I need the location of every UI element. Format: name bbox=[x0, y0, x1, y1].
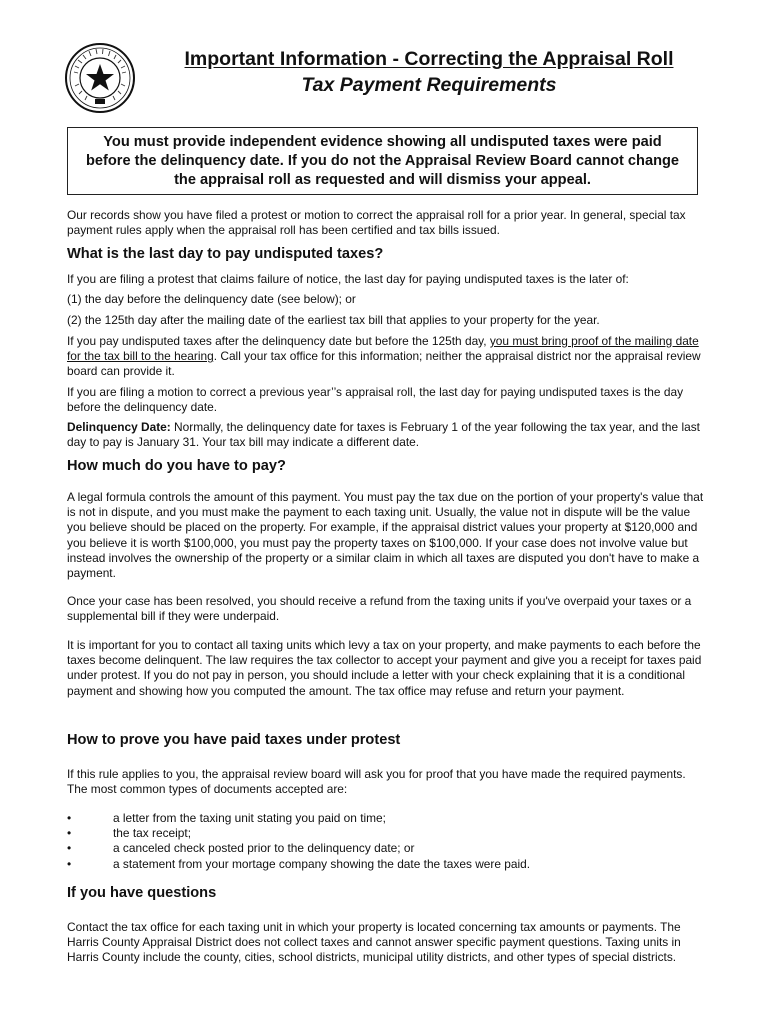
paragraph: Once your case has been resolved, you should receive a refund from the taxing units if you've overpaid your taxes or a supplemental bill if they were underpaid. bbox=[67, 594, 692, 624]
underlined-text: you must bring proof of the mailing date for the tax bill to the hearing bbox=[67, 334, 699, 364]
paragraph: It is important for you to contact all taxing units which levy a tax on your property, and make payments to each before the taxes become delinquent. The law requires the tax collector to accept your payment and give you a receipt for taxes paid under protest. If you do not pay in person, you should include a letter with your check explaining that it is a conditional payment and showing how you computed the amount. The tax office may refuse and return your payment. bbox=[67, 638, 702, 698]
bullet-icon: • bbox=[67, 811, 72, 825]
delinquency-date-label: Delinquency Date: bbox=[67, 420, 171, 434]
bullet-icon: • bbox=[67, 826, 72, 841]
bullet-icon: • bbox=[67, 841, 72, 856]
text-segment: . Call your tax office for this information; neither the appraisal district nor the appraisal review board can provide it. bbox=[67, 349, 701, 379]
paragraph: A legal formula controls the amount of this payment. You must pay the tax due on the portion of your property's value that is not in dispute, and you must make the payment to each taxing unit. Usually, the value not in dispute will be the value you believe should be placed on the property. For example, if the appraisal district values your property at $120,000 and you believe it is worth $100,000, you must pay the property taxes on $100,000. If your case does not involve value but instead involves the ownership of the property or a similar claim in which all taxes are disputed you don't have to make a payment. bbox=[67, 490, 704, 581]
list-item-text: a letter from the taxing unit stating you paid on time; bbox=[113, 811, 386, 825]
paragraph: (1) the day before the delinquency date (see below); or bbox=[67, 292, 356, 306]
list-item bbox=[67, 811, 707, 826]
notice-text: You must provide independent evidence showing all undisputed taxes were paid before the delinquency date. If you do not the Appraisal Review Board cannot change the appraisal roll as requested and will dismiss your appeal. bbox=[85, 133, 680, 188]
list-item bbox=[67, 826, 707, 841]
paragraph: If you are filing a protest that claims failure of notice, the last day for paying undisputed taxes is the later of: bbox=[67, 272, 629, 286]
list-item-text: the tax receipt; bbox=[113, 826, 191, 841]
page-title: Important Information - Correcting the Appraisal Roll bbox=[184, 48, 674, 70]
section-heading-questions: If you have questions bbox=[67, 885, 217, 901]
list-item-text: a statement from your mortage company showing the date the taxes were paid. bbox=[113, 856, 531, 871]
county-seal-icon bbox=[64, 42, 136, 114]
bullet-icon: • bbox=[67, 856, 72, 871]
paragraph-proof-of-mailing bbox=[67, 334, 707, 380]
paragraph-delinquency-date bbox=[67, 420, 707, 450]
paragraph: (2) the 125th day after the mailing date of the earliest tax bill that applies to your property for the year. bbox=[67, 313, 600, 327]
list-item bbox=[67, 841, 707, 856]
text-segment: Normally, the delinquency date for taxes is February 1 of the year following the tax year, and the last day to pay is January 31. Your tax bill may indicate a different date. bbox=[67, 420, 700, 450]
section-heading-how-much: How much do you have to pay? bbox=[67, 458, 286, 474]
accepted-documents-list bbox=[67, 811, 707, 872]
list-item-text: a canceled check posted prior to the delinquency date; or bbox=[113, 841, 415, 856]
paragraph: If you are filing a motion to correct a previous year’’s appraisal roll, the last day for paying undisputed taxes is the day before the delinquency date. bbox=[67, 385, 684, 415]
section-heading-last-day: What is the last day to pay undisputed taxes? bbox=[67, 246, 384, 262]
section-heading-prove-payment: How to prove you have paid taxes under protest bbox=[67, 732, 401, 748]
intro-paragraph: Our records show you have filed a protest or motion to correct the appraisal roll for a prior year. In general, special tax payment rules apply when the appraisal roll has been certified and tax bills issued. bbox=[67, 208, 686, 238]
notice-box bbox=[67, 127, 698, 195]
page-subtitle: Tax Payment Requirements bbox=[301, 74, 557, 96]
paragraph: If this rule applies to you, the appraisal review board will ask you for proof that you have made the required payments. The most common types of documents accepted are: bbox=[67, 767, 686, 797]
list-item bbox=[67, 857, 707, 872]
text-segment: If you pay undisputed taxes after the delinquency date but before the 125th day, bbox=[67, 334, 490, 348]
paragraph: Contact the tax office for each taxing unit in which your property is located concerning tax amounts or payments. The Harris County Appraisal District does not collect taxes and cannot answer specific payment questions. Taxing units in Harris County include the county, cities, school districts, municipal utility districts, and other types of special districts. bbox=[67, 920, 681, 965]
